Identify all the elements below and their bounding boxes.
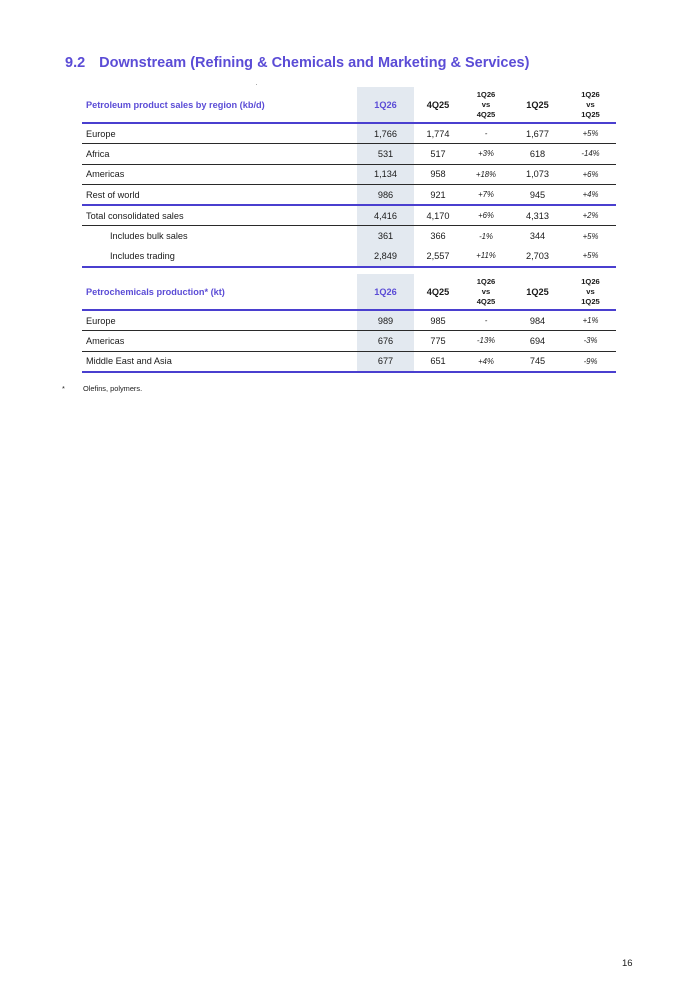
- cell-1q26: 986: [357, 185, 414, 206]
- cell-vs-1q25: -14%: [565, 144, 616, 165]
- header-line: vs: [481, 99, 491, 109]
- cell-1q25: 945: [510, 185, 565, 206]
- table-row: [82, 185, 616, 206]
- row-label: Rest of world: [82, 185, 357, 206]
- table-row: [82, 310, 616, 331]
- col-header-vs-4q25: [462, 87, 510, 123]
- cell-vs-4q25: +11%: [462, 246, 510, 267]
- row-label: Includes trading: [82, 246, 357, 267]
- header-line: 1Q26: [476, 276, 496, 286]
- col-header-vs-1q25: [565, 87, 616, 123]
- col-header-4q25: 4Q25: [414, 87, 462, 123]
- col-header-1q26: 1Q26: [357, 87, 414, 123]
- cell-vs-1q25: +5%: [565, 123, 616, 144]
- header-line: 4Q25: [476, 109, 496, 119]
- cell-4q25: 958: [414, 164, 462, 185]
- footnote: [62, 384, 142, 393]
- cell-1q26: 1,766: [357, 123, 414, 144]
- cell-4q25: 517: [414, 144, 462, 165]
- table-row: [82, 123, 616, 144]
- section-title: Downstream (Refining & Chemicals and Marketing & Services): [99, 55, 530, 71]
- cell-1q25: 344: [529, 231, 546, 241]
- col-header-4q25: 4Q25: [414, 274, 462, 310]
- cell-4q25: 366: [430, 231, 446, 241]
- row-label: Total consolidated sales: [82, 205, 357, 226]
- cell-vs-1q25: +5%: [582, 231, 599, 241]
- table-title: Petrochemicals production* (kt): [82, 274, 357, 310]
- col-header-vs-1q25: [565, 274, 616, 310]
- stray-mark: [256, 84, 257, 85]
- cell-vs-4q25: +6%: [462, 205, 510, 226]
- cell-1q26: 361: [357, 226, 414, 247]
- cell-1q25: 745: [510, 351, 565, 372]
- cell-1q26: 4,416: [357, 205, 414, 226]
- cell-1q25: 2,703: [510, 246, 565, 267]
- header-line: 1Q25: [581, 109, 600, 119]
- table-header-row: [82, 274, 616, 310]
- cell-vs-1q25: -3%: [565, 331, 616, 352]
- petrochemicals-production-table: [82, 274, 616, 373]
- cell-vs-4q25: +7%: [462, 185, 510, 206]
- col-header-1q26: 1Q26: [357, 274, 414, 310]
- cell-4q25: 651: [414, 351, 462, 372]
- cell-4q25: 985: [414, 310, 462, 331]
- cell-vs-4q25: -1%: [479, 231, 493, 241]
- cell-1q26: 676: [357, 331, 414, 352]
- row-label: Middle East and Asia: [82, 351, 357, 372]
- page-number: 16: [622, 958, 633, 969]
- cell-vs-1q25: -9%: [565, 351, 616, 372]
- cell-vs-1q25: +6%: [565, 164, 616, 185]
- cell-4q25: 921: [414, 185, 462, 206]
- cell-1q26: 1,134: [357, 164, 414, 185]
- header-line: 1Q26: [581, 276, 600, 286]
- cell-1q26: 2,849: [357, 246, 414, 267]
- table-title: Petroleum product sales by region (kb/d): [82, 87, 357, 123]
- row-label: Africa: [82, 144, 357, 165]
- cell-1q25: 694: [510, 331, 565, 352]
- cell-1q26: 989: [357, 310, 414, 331]
- cell-4q25: 4,170: [414, 205, 462, 226]
- row-label: Includes bulk sales: [110, 231, 188, 241]
- cell-vs-4q25: -: [462, 310, 510, 331]
- header-line: vs: [586, 99, 595, 109]
- header-line: 1Q26: [476, 89, 496, 99]
- cell-4q25: 775: [414, 331, 462, 352]
- header-line: vs: [481, 286, 491, 296]
- cell-1q25: 984: [510, 310, 565, 331]
- cell-vs-4q25: -13%: [462, 331, 510, 352]
- total-row: [82, 205, 616, 226]
- section-heading: [65, 55, 529, 71]
- col-header-1q25: 1Q25: [510, 87, 565, 123]
- cell-vs-4q25: +18%: [462, 164, 510, 185]
- table-row: [82, 331, 616, 352]
- cell-1q25: 1,073: [510, 164, 565, 185]
- cell-1q26: 531: [357, 144, 414, 165]
- row-label: Europe: [82, 310, 357, 331]
- cell-1q25: 4,313: [510, 205, 565, 226]
- cell-1q26: 677: [357, 351, 414, 372]
- cell-vs-4q25: +4%: [462, 351, 510, 372]
- section-number: 9.2: [65, 55, 86, 71]
- cell-vs-4q25: -: [462, 123, 510, 144]
- sub-row: [82, 246, 616, 267]
- table-row: [82, 164, 616, 185]
- sub-row: [82, 226, 616, 247]
- table-row: [82, 144, 616, 165]
- table-header-row: [82, 87, 616, 123]
- cell-1q25: 1,677: [510, 123, 565, 144]
- header-line: 1Q26: [581, 89, 600, 99]
- header-line: 1Q25: [581, 296, 600, 306]
- cell-4q25: 1,774: [414, 123, 462, 144]
- cell-4q25: 2,557: [414, 246, 462, 267]
- cell-vs-1q25: +1%: [565, 310, 616, 331]
- cell-1q25: 618: [510, 144, 565, 165]
- row-label: Americas: [82, 164, 357, 185]
- cell-vs-1q25: +4%: [565, 185, 616, 206]
- cell-vs-1q25: +2%: [565, 205, 616, 226]
- row-label: Europe: [82, 123, 357, 144]
- row-label: Americas: [82, 331, 357, 352]
- cell-vs-4q25: +3%: [462, 144, 510, 165]
- header-line: vs: [586, 286, 595, 296]
- petroleum-sales-table: [82, 87, 616, 268]
- footnote-marker: *: [62, 384, 65, 393]
- col-header-vs-4q25: [462, 274, 510, 310]
- col-header-1q25: 1Q25: [510, 274, 565, 310]
- table-row: [82, 351, 616, 372]
- header-line: 4Q25: [476, 296, 496, 306]
- cell-vs-1q25: +5%: [565, 246, 616, 267]
- footnote-text: Olefins, polymers.: [83, 384, 143, 393]
